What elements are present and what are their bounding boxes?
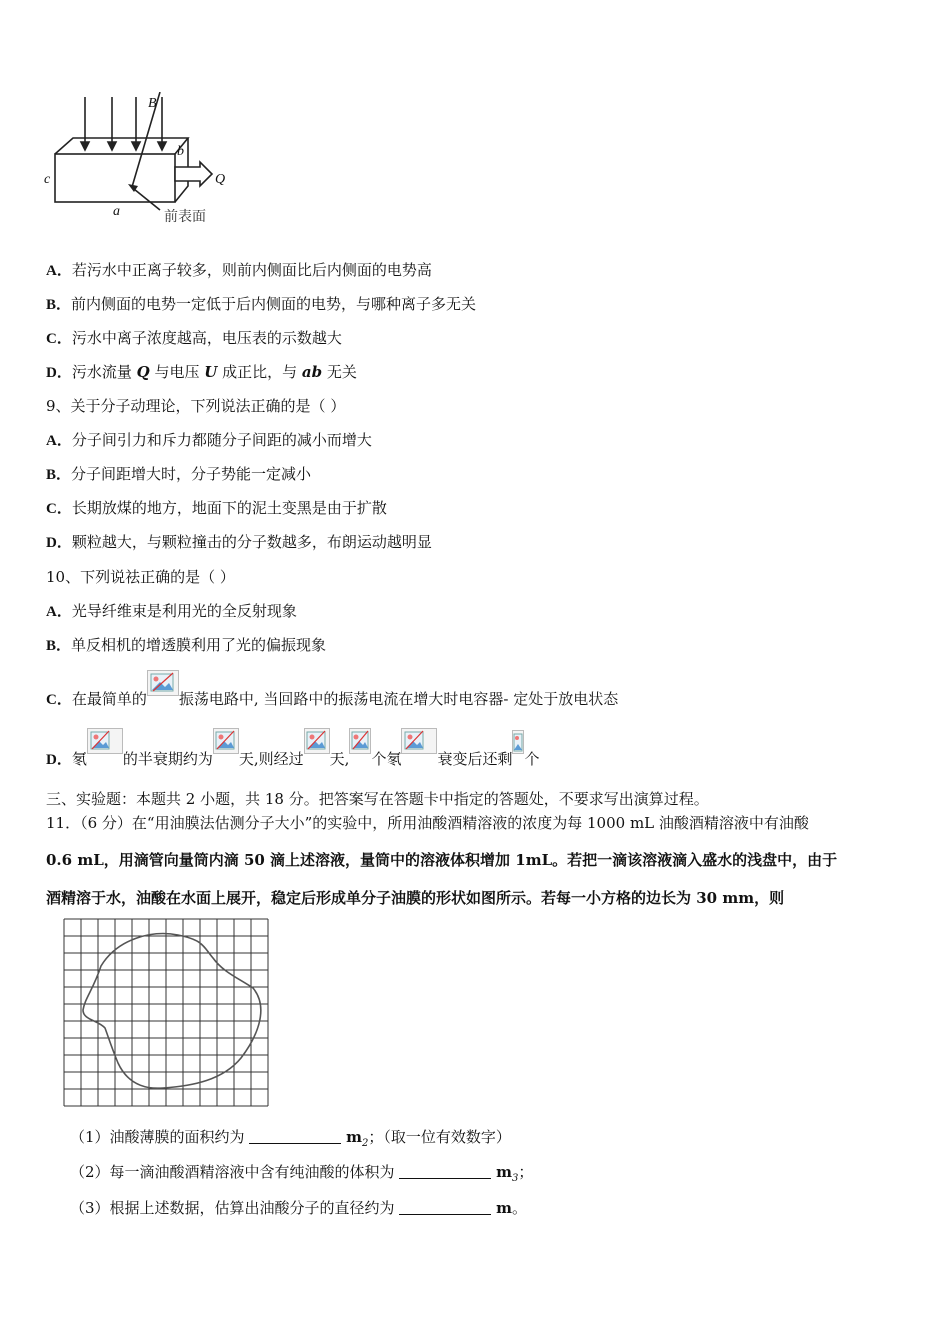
label-B: B <box>148 96 157 111</box>
q11-sub-1: （1）油酸薄膜的面积约为 $m_2$；（取一位有效数字） <box>70 1128 511 1149</box>
broken-image-icon <box>401 728 437 754</box>
q10-option-a: A．光导纤维束是利用光的全反射现象 <box>46 602 297 620</box>
q10-option-c: C．在最简单的 振荡电路中, 当回路中的振荡电流在增大时电容器- 定处于放电状态 <box>46 670 618 716</box>
hall-effect-figure <box>40 92 240 232</box>
label-c: c <box>44 172 51 187</box>
oil-film-grid-figure <box>63 918 271 1108</box>
q11-line-1: 11．（6 分）在“用油膜法估测分子大小”的实验中，所用油酸酒精溶液的浓度为每 1000 mL 油酸酒精溶液中有油酸 <box>46 814 809 832</box>
q9-option-d: D．颗粒越大，与颗粒撞击的分子数越多，布朗运动越明显 <box>46 533 432 551</box>
front-face-label: 前表面 <box>164 209 206 225</box>
q11-sub-3: （3）根据上述数据，估算出油酸分子的直径约为 m。 <box>70 1199 527 1217</box>
q9-option-b: B．分子间距增大时，分子势能一定减小 <box>46 465 312 483</box>
broken-image-icon <box>213 728 239 754</box>
label-b: b <box>177 144 184 159</box>
q9-option-a: A．分子间引力和斥力都随分子间距的减小而增大 <box>46 431 372 449</box>
label-a: a <box>113 204 120 219</box>
answer-blank-3[interactable] <box>399 1200 491 1215</box>
broken-image-icon <box>87 728 123 754</box>
label-Q: Q <box>215 172 226 187</box>
section-3-heading: 三、实验题：本题共 2 小题，共 18 分。把答案写在答题卡中指定的答题处，不要求写出演算过程。 <box>46 790 709 808</box>
q10-option-d: D．氡 的半衰期约为 天,则经过 天, 个氡 衰变后还剩 个 <box>46 728 539 777</box>
q9-stem: 9、关于分子动理论，下列说法正确的是（ ） <box>46 397 346 415</box>
q11-sub-2: （2）每一滴油酸酒精溶液中含有纯油酸的体积为 $m_3$； <box>70 1163 534 1184</box>
q8-option-b: B．前内侧面的电势一定低于后内侧面的电势，与哪种离子多无关 <box>46 295 477 313</box>
q11-line-2: 0.6 mL，用滴管向量筒内滴 50 滴上述溶液，量筒中的溶液体积增加 1mL。若把一滴该溶液滴入盛水的浅盘中，由于 <box>46 851 838 869</box>
q8-option-c: C．污水中离子浓度越高，电压表的示数越大 <box>46 329 342 347</box>
q10-option-b: B．单反相机的增透膜利用了光的偏振现象 <box>46 636 327 654</box>
q8-option-a: A．若污水中正离子较多，则前内侧面比后内侧面的电势高 <box>46 261 432 279</box>
q8-option-d: D．污水流量 Q 与电压 U 成正比，与 ab 无关 <box>46 363 357 381</box>
block-diagram <box>40 92 240 232</box>
answer-blank-1[interactable] <box>249 1129 341 1144</box>
broken-image-icon <box>304 728 330 754</box>
q11-line-3: 酒精溶于水，油酸在水面上展开，稳定后形成单分子油膜的形状如图所示。若每一小方格的边长为 30 mm，则 <box>46 889 785 907</box>
grid-svg <box>63 918 271 1108</box>
broken-image-icon <box>147 670 179 696</box>
broken-image-icon <box>512 730 524 754</box>
broken-image-icon <box>349 728 371 754</box>
q10-stem: 10、下列说祛正确的是（ ） <box>46 568 235 586</box>
answer-blank-2[interactable] <box>399 1164 491 1179</box>
q9-option-c: C．长期放煤的地方，地面下的泥土变黑是由于扩散 <box>46 499 387 517</box>
